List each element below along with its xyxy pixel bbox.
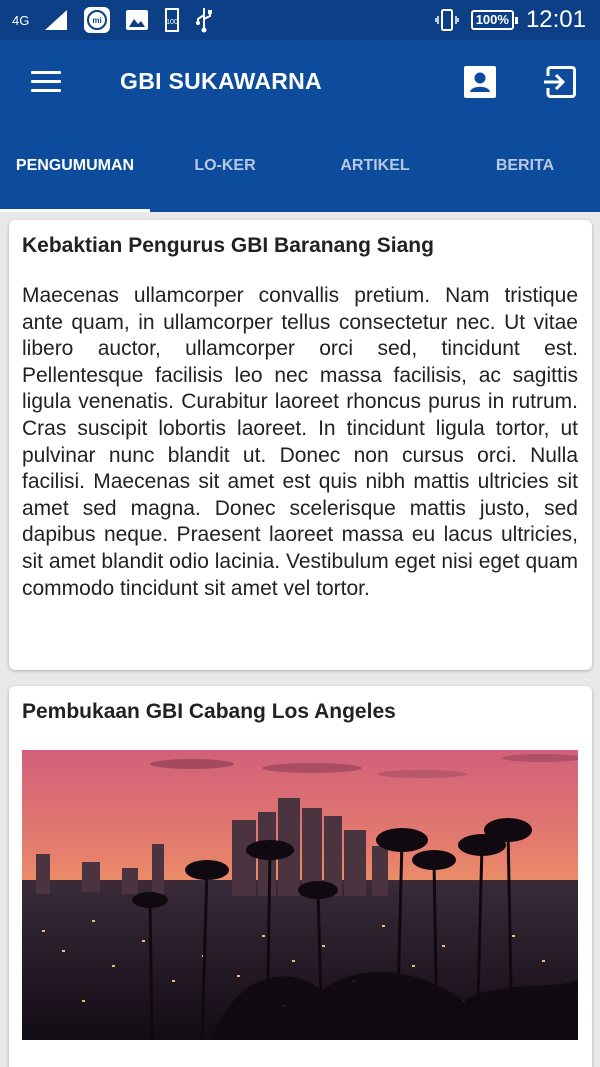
svg-text:mi: mi xyxy=(92,16,103,25)
post-title: Pembukaan GBI Cabang Los Angeles xyxy=(22,700,396,723)
tab-artikel[interactable]: ARTIKEL xyxy=(340,157,410,174)
app-title: GBI SUKAWARNA xyxy=(120,68,322,94)
tab-lo-ker[interactable]: LO-KER xyxy=(194,157,256,174)
svg-text:100: 100 xyxy=(166,19,179,26)
battery-indicator: 100% xyxy=(471,10,514,30)
gallery-icon xyxy=(125,8,149,32)
tab-berita[interactable]: BERITA xyxy=(495,157,555,174)
clock: 12:01 xyxy=(525,6,586,33)
post-card[interactable] xyxy=(9,220,592,670)
status-bar xyxy=(0,0,600,40)
account-box-icon xyxy=(463,65,497,99)
menu-button[interactable] xyxy=(28,67,66,99)
post-image xyxy=(22,750,578,1040)
sd-card-icon xyxy=(163,8,181,32)
mi-app-icon xyxy=(83,6,111,34)
post-body: Maecenas ullamcorper convallis pretium. Nam tristique ante quam, in ullamcorper tellus consectetur nec. Ut vitae libero auctor, ullamcorper orci sed, tincidunt est. Pellentesque facilisis leo nec massa facilisis, ac sagittis ligula venenatis. Curabitur laoreet rhoncus purus in rutrum. Cras suscipit lobortis laoreet. In tincidunt ligula tortor, ut pulvinar nunc blandit ut. Donec non cursus orci. Nulla facilisi. Maecenas sit amet est quis nibh mattis ultricies sit amet sed magna. Donec scelerisque mattis justo, sed dapibus neque. Praesent laoreet massa eu lacus ultricies, sit amet blandit odio lacinia. Vestibulum eget nisi eget quam commodo tincidunt sit amet vel tortor. xyxy=(22,284,578,600)
announcement-feed[interactable] xyxy=(0,212,600,1067)
logout-button[interactable] xyxy=(542,64,578,100)
profile-button[interactable] xyxy=(463,65,497,99)
tab-pengumuman[interactable]: PENGUMUMAN xyxy=(0,144,150,212)
vibrate-icon xyxy=(435,8,459,32)
usb-icon xyxy=(195,7,213,33)
status-bar-left xyxy=(12,6,213,34)
post-title: Kebaktian Pengurus GBI Baranang Siang xyxy=(22,234,434,257)
tab-bar xyxy=(0,144,600,212)
menu-icon xyxy=(31,71,61,74)
status-bar-right xyxy=(435,0,586,40)
app-bar xyxy=(0,40,600,212)
exit-to-app-icon xyxy=(542,64,578,100)
city-skyline-image xyxy=(22,750,578,1040)
network-type-label: 4G xyxy=(12,12,30,28)
post-card[interactable] xyxy=(9,686,592,1067)
signal-icon xyxy=(43,9,69,31)
